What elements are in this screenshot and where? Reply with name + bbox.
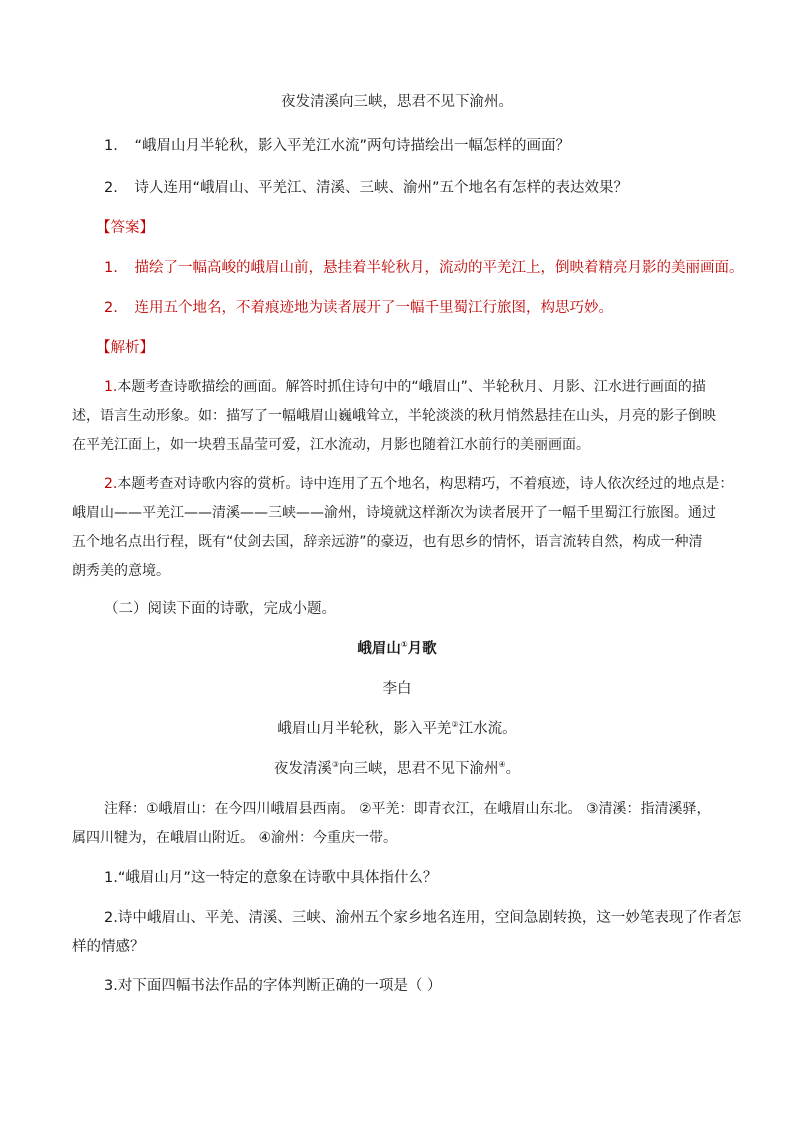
- question-s2-2-line2: 样的情感？: [72, 939, 145, 955]
- footnote-marker: ③: [331, 760, 339, 770]
- analysis-heading: 【解析】: [96, 340, 154, 356]
- analysis-p1-line1: [104, 377, 706, 397]
- poem-title-part: 峨眉山: [357, 641, 401, 657]
- question-s2-2-line1: 2.诗中峨眉山、平羌、清溪、三峡、渝州五个家乡地名连用，空间急剧转换，这一妙笔表现了作者怎: [104, 910, 742, 926]
- poem-text: 峨眉山月半轮秋，影入平羌: [277, 721, 452, 737]
- poem-author: 李白: [382, 681, 412, 697]
- poem-line-top: 夜发清溪向三峡，思君不见下渝州。: [281, 94, 513, 110]
- footnote-marker: ④: [498, 760, 506, 770]
- answer-text: 连用五个地名，不着痕迹地为读者展开了一幅千里蜀江行旅图，构思巧妙。: [134, 300, 613, 316]
- poem-line-2: [0, 759, 794, 779]
- question-s2-3: 3.对下面四幅书法作品的字体判断正确的一项是（ ）: [104, 978, 442, 994]
- answer-item-1: [104, 258, 743, 278]
- analysis-text: 本题考查诗歌描绘的画面。解答时抓住诗句中的“峨眉山”、半轮秋月、月影、江水进行画面的描: [117, 379, 706, 395]
- notes-line-1: 注释：①峨眉山：在今四川峨眉县西南。 ②平羌：即青衣江，在峨眉山东北。 ③清溪：指清溪驿，: [104, 801, 711, 817]
- question-text: 诗人连用“峨眉山、平羌江、清溪、三峡、渝州”五个地名有怎样的表达效果？: [134, 180, 628, 196]
- question-number: 1.: [104, 138, 118, 154]
- section-intro: （二）阅读下面的诗歌，完成小题。: [104, 601, 336, 617]
- question-1: [104, 136, 570, 156]
- poem-text: 江水流。: [458, 721, 517, 737]
- question-2: [104, 178, 628, 198]
- analysis-number: 2.: [104, 476, 118, 492]
- analysis-number: 1.: [104, 379, 118, 395]
- notes-line-2: 属四川犍为，在峨眉山附近。 ④渝州：今重庆一带。: [72, 830, 397, 846]
- poem-text: 向三峡，思君不见下渝州: [339, 761, 499, 777]
- analysis-p2-line1: [104, 474, 733, 494]
- answer-heading: 【答案】: [96, 220, 154, 236]
- analysis-p1-line3: 在平羌江面上，如一块碧玉晶莹可爱，江水流动，月影也随着江水前行的美丽画面。: [72, 437, 590, 453]
- poem-text: 。: [505, 761, 521, 777]
- footnote-marker: ①: [400, 640, 408, 650]
- question-text: “峨眉山月半轮秋，影入平羌江水流”两句诗描绘出一幅怎样的画面？: [134, 138, 570, 154]
- analysis-p2-line3: 五个地名点出行程，既有“仗剑去国，辞亲远游”的豪迈，也有思乡的情怀，语言流转自然，构成一种清: [72, 534, 703, 550]
- poem-title-part: 月歌: [407, 641, 437, 657]
- poem-text: 夜发清溪: [273, 761, 332, 777]
- analysis-p1-line2: 述，语言生动形象。如：描写了一幅峨眉山巍峨耸立，半轮淡淡的秋月悄然悬挂在山头，月亮的影子倒映: [72, 408, 716, 424]
- poem-title: [0, 639, 794, 659]
- footnote-marker: ②: [451, 720, 459, 730]
- answer-item-2: [104, 298, 613, 318]
- answer-number: 2.: [104, 300, 118, 316]
- poem-line-1: [0, 719, 794, 739]
- question-number: 2.: [104, 180, 118, 196]
- analysis-p2-line2: 峨眉山——平羌江——清溪——三峡——渝州，诗境就这样渐次为读者展开了一幅千里蜀江行旅图。通过: [72, 505, 716, 521]
- answer-text: 描绘了一幅高峻的峨眉山前，悬挂着半轮秋月，流动的平羌江上，倒映着精亮月影的美丽画面。: [134, 260, 744, 276]
- analysis-text: 本题考查对诗歌内容的赏析。诗中连用了五个地名，构思精巧，不着痕迹，诗人依次经过的地点是：: [117, 476, 734, 492]
- answer-number: 1.: [104, 260, 118, 276]
- question-s2-1: 1.“峨眉山月”这一特定的意象在诗歌中具体指什么？: [104, 870, 438, 886]
- analysis-p2-line4: 朗秀美的意境。: [72, 563, 170, 579]
